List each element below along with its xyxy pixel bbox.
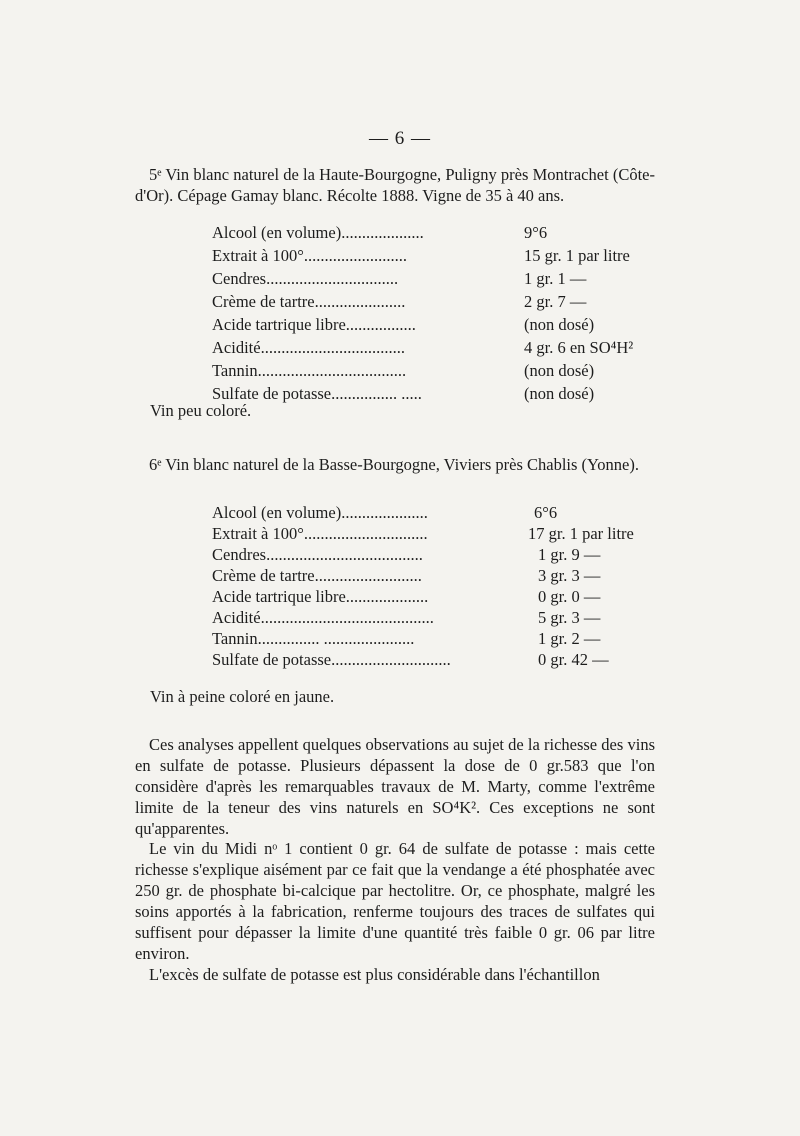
table-row	[212, 586, 672, 607]
table-row	[212, 565, 672, 586]
row-value: 0 gr. 42 —	[538, 650, 609, 669]
table-row	[212, 649, 672, 670]
table-row	[212, 544, 672, 565]
row-label: Sulfate de potasse................ .....	[212, 384, 422, 403]
row-label: Acide tartrique libre.................	[212, 315, 416, 334]
row-label: Acide tartrique libre....................	[212, 587, 429, 606]
row-label: Extrait à 100°.........................	[212, 246, 407, 265]
row-value: 1 gr. 9 —	[538, 545, 601, 564]
row-value: 17 gr. 1 par litre	[528, 524, 634, 543]
row-value: (non dosé)	[524, 361, 595, 380]
row-value: 1 gr. 2 —	[538, 629, 601, 648]
row-value: 2 gr. 7 —	[524, 292, 587, 311]
row-value: (non dosé)	[524, 384, 595, 403]
row-value: 9°6	[524, 223, 548, 242]
body-paragraph-2: Le vin du Midi nᵒ 1 contient 0 gr. 64 de sulfate de potasse : mais cette richesse s'explique aisément par ce fait que la vendange a été phosphatée avec 250 gr. de phosphate bi-calcique par hectolitre. Or, ce phosphate, malgré les soins apportés à la fabrication, renferme toujours des traces de sulfates qui suffisent pour dépasser la limite d'une quantité très faible 0 gr. 06 par litre environ.	[135, 839, 655, 963]
row-label: Cendres......................................	[212, 545, 423, 564]
row-value: 0 gr. 0 —	[538, 587, 601, 606]
row-label: Alcool (en volume)....................	[212, 223, 424, 242]
row-label: Crème de tartre..........................	[212, 566, 422, 585]
table-row	[212, 222, 672, 243]
table-row	[212, 245, 672, 266]
row-label: Sulfate de potasse.............................	[212, 650, 451, 669]
row-value: 5 gr. 3 —	[538, 608, 601, 627]
row-value: 4 gr. 6 en SO⁴H²	[524, 338, 634, 357]
table-row	[212, 383, 672, 404]
row-value: 3 gr. 3 —	[538, 566, 601, 585]
table-row	[212, 628, 672, 649]
row-value: 1 gr. 1 —	[524, 269, 587, 288]
row-label: Tannin....................................	[212, 361, 407, 380]
row-label: Acidité...................................	[212, 338, 405, 357]
row-label: Crème de tartre......................	[212, 292, 406, 311]
row-label: Extrait à 100°..............................	[212, 524, 428, 543]
body-paragraph-1: Ces analyses appellent quelques observations au sujet de la richesse des vins en sulfate de potasse. Plusieurs dépassent la dose de 0 gr.583 que l'on considère d'après les remarquables travaux de M. Marty, comme l'extrême limite de la teneur des vins naturels en SO⁴K². Ces exceptions ne sont qu'apparentes.	[135, 735, 655, 838]
table-row	[212, 523, 672, 544]
section5-heading: 5ᵉ Vin blanc naturel de la Haute-Bourgogne, Puligny près Montrachet (Côte-d'Or). Cépage Gamay blanc. Récolte 1888. Vigne de 35 à 40 ans.	[135, 165, 655, 205]
row-value: (non dosé)	[524, 315, 595, 334]
table-row	[212, 314, 672, 335]
table-row	[212, 291, 672, 312]
table-row	[212, 268, 672, 289]
table-row	[212, 607, 672, 628]
table-row	[212, 337, 672, 358]
table-row	[212, 502, 672, 523]
row-value: 15 gr. 1 par litre	[524, 246, 630, 265]
row-label: Alcool (en volume).....................	[212, 503, 428, 522]
section6-note: Vin à peine coloré en jaune.	[150, 687, 335, 706]
body-paragraph-3: L'excès de sulfate de potasse est plus considérable dans l'échantillon	[149, 965, 600, 984]
page-number: — 6 —	[369, 128, 431, 149]
table-row	[212, 360, 672, 381]
row-label: Acidité..........................................	[212, 608, 434, 627]
row-label: Tannin............... ......................	[212, 629, 415, 648]
section5-note: Vin peu coloré.	[150, 401, 252, 420]
section6-heading: 6ᵉ Vin blanc naturel de la Basse-Bourgogne, Viviers près Chablis (Yonne).	[149, 455, 639, 474]
row-label: Cendres................................	[212, 269, 399, 288]
row-value: 6°6	[534, 503, 558, 522]
